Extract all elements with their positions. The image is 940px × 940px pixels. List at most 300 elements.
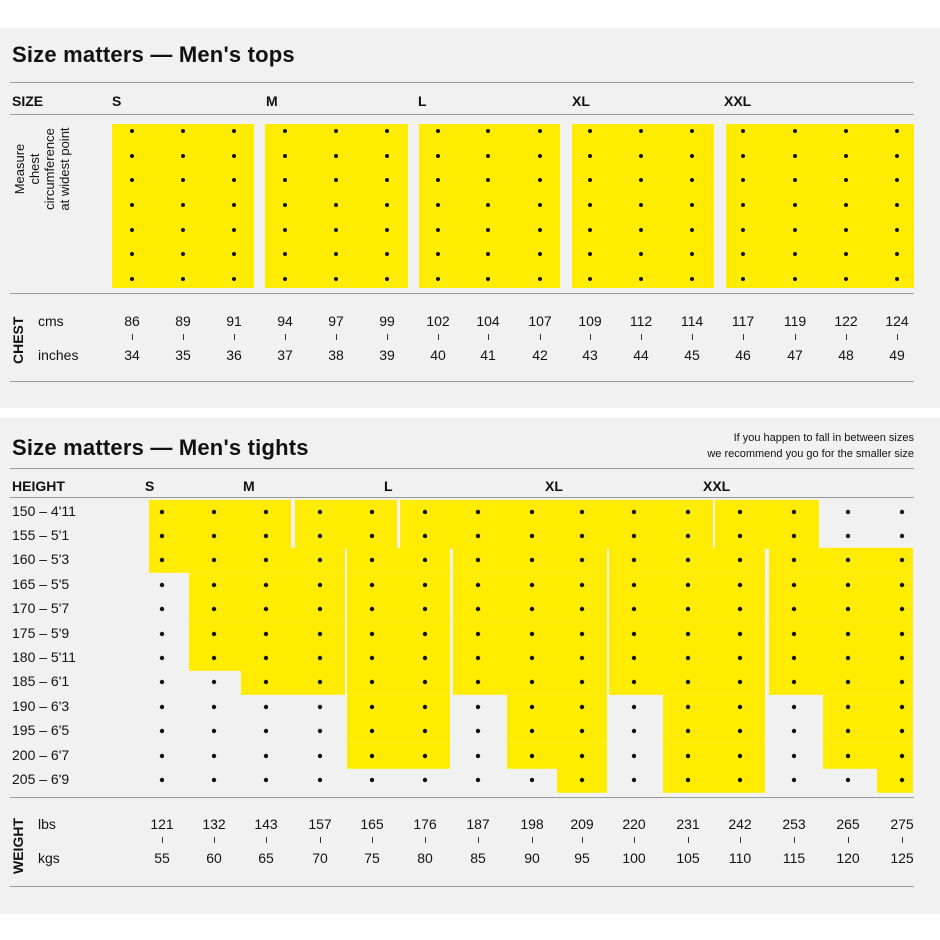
grid-dot (530, 754, 534, 758)
grid-dot (632, 510, 636, 514)
grid-dot (212, 754, 216, 758)
grid-dot (639, 154, 643, 158)
grid-dot (423, 510, 427, 514)
grid-dot (686, 705, 690, 709)
measure-line: chest (27, 153, 42, 185)
grid-dot (632, 729, 636, 733)
height-row-label: 165 – 5'5 (12, 576, 70, 592)
weight-kgs-value: 105 (676, 850, 700, 866)
grid-dot (130, 129, 134, 133)
weight-lbs-value: 220 (622, 816, 646, 832)
grid-dot (846, 583, 850, 587)
tights-region-xxl (769, 646, 913, 671)
grid-dot (538, 277, 542, 281)
value-tick (582, 837, 583, 843)
height-row-label: 195 – 6'5 (12, 722, 70, 738)
grid-dot (690, 277, 694, 281)
chest-inches-value: 44 (633, 347, 649, 363)
grid-dot (793, 178, 797, 182)
grid-dot (318, 729, 322, 733)
chest-cms-value: 112 (629, 313, 653, 329)
grid-dot (588, 252, 592, 256)
grid-dot (844, 252, 848, 256)
grid-dot (423, 534, 427, 538)
grid-dot (632, 534, 636, 538)
grid-dot (181, 178, 185, 182)
grid-dot (632, 607, 636, 611)
height-row-label: 155 – 5'1 (12, 527, 70, 543)
grid-dot (264, 680, 268, 684)
grid-dot (181, 228, 185, 232)
chest-inches-value: 42 (532, 347, 548, 363)
grid-dot (334, 252, 338, 256)
grid-dot (160, 680, 164, 684)
grid-dot (370, 778, 374, 782)
grid-dot (900, 705, 904, 709)
grid-dot (318, 558, 322, 562)
grid-dot (232, 178, 236, 182)
grid-dot (334, 129, 338, 133)
grid-dot (486, 178, 490, 182)
weight-kgs-value: 110 (728, 850, 752, 866)
grid-dot (486, 252, 490, 256)
grid-dot (846, 705, 850, 709)
value-tick (234, 334, 235, 340)
grid-dot (639, 178, 643, 182)
grid-dot (632, 680, 636, 684)
grid-dot (686, 632, 690, 636)
grid-dot (900, 583, 904, 587)
size-label-s: S (112, 93, 122, 109)
grid-dot (530, 680, 534, 684)
measure-line: Measure (12, 143, 27, 195)
grid-dot (738, 656, 742, 660)
grid-dot (212, 729, 216, 733)
grid-dot (900, 754, 904, 758)
weight-kgs-value: 70 (312, 850, 328, 866)
grid-dot (212, 607, 216, 611)
weight-kgs-value: 60 (206, 850, 222, 866)
grid-dot (212, 510, 216, 514)
chest-cms-value: 117 (731, 313, 755, 329)
grid-dot (476, 534, 480, 538)
grid-dot (639, 203, 643, 207)
grid-dot (264, 534, 268, 538)
tights-title: Size matters — Men's tights (12, 435, 309, 460)
grid-dot (792, 680, 796, 684)
grid-dot (792, 558, 796, 562)
size-label-xxl: XXL (703, 478, 731, 494)
weight-lbs-value: 265 (836, 816, 860, 832)
grid-dot (160, 534, 164, 538)
tights-region-m (347, 622, 450, 647)
grid-dot (900, 632, 904, 636)
grid-dot (232, 252, 236, 256)
grid-dot (212, 632, 216, 636)
tights-region-l (507, 744, 607, 769)
grid-dot (846, 607, 850, 611)
tights-region-xxl (823, 719, 913, 744)
grid-dot (580, 558, 584, 562)
chest-label: CHEST (10, 316, 26, 364)
grid-dot (264, 558, 268, 562)
grid-dot (160, 729, 164, 733)
grid-dot (334, 154, 338, 158)
note-line: we recommend you go for the smaller size (707, 448, 914, 460)
grid-dot (436, 277, 440, 281)
tights-region-xxl (715, 500, 819, 525)
value-tick (214, 837, 215, 843)
weight-kgs-value: 115 (782, 850, 806, 866)
grid-dot (530, 558, 534, 562)
value-tick (902, 837, 903, 843)
grid-dot (160, 510, 164, 514)
grid-dot (900, 607, 904, 611)
chest-inches-value: 35 (175, 347, 191, 363)
grid-dot (385, 228, 389, 232)
height-row-label: 170 – 5'7 (12, 600, 70, 616)
grid-dot (580, 729, 584, 733)
tights-region-m (347, 719, 450, 744)
grid-dot (385, 129, 389, 133)
grid-dot (686, 607, 690, 611)
weight-lbs-value: 187 (466, 816, 490, 832)
tights-region-xl (663, 719, 765, 744)
grid-dot (632, 754, 636, 758)
grid-dot (900, 778, 904, 782)
size-header: SIZE (12, 93, 44, 109)
tights-region-s (149, 524, 291, 549)
tights-region-m (347, 744, 450, 769)
grid-dot (738, 607, 742, 611)
grid-dot (538, 228, 542, 232)
grid-dot (639, 228, 643, 232)
grid-dot (370, 729, 374, 733)
grid-dot (318, 754, 322, 758)
chest-cms-value: 104 (476, 313, 500, 329)
grid-dot (318, 656, 322, 660)
grid-dot (476, 607, 480, 611)
grid-dot (741, 178, 745, 182)
grid-dot (738, 754, 742, 758)
weight-kgs-value: 65 (258, 850, 274, 866)
tights-region-xxl (769, 597, 913, 622)
grid-dot (588, 277, 592, 281)
grid-dot (423, 754, 427, 758)
grid-dot (632, 558, 636, 562)
grid-dot (385, 252, 389, 256)
tights-region-s (241, 670, 345, 695)
tights-region-xl (663, 695, 765, 720)
grid-dot (900, 729, 904, 733)
tops-title: Size matters — Men's tops (12, 42, 295, 67)
grid-dot (900, 558, 904, 562)
value-tick (641, 334, 642, 340)
grid-dot (738, 534, 742, 538)
tights-region-m (347, 646, 450, 671)
grid-dot (423, 705, 427, 709)
chest-cms-value: 86 (124, 313, 140, 329)
grid-dot (370, 705, 374, 709)
value-tick (478, 837, 479, 843)
weight-lbs-value: 176 (413, 816, 437, 832)
chest-cms-value: 107 (528, 313, 552, 329)
weight-lbs-value: 209 (570, 816, 594, 832)
value-tick (183, 334, 184, 340)
tights-region-m (347, 670, 450, 695)
grid-dot (476, 680, 480, 684)
tops-panel (0, 28, 940, 408)
grid-dot (846, 754, 850, 758)
weight-lbs-value: 143 (254, 816, 278, 832)
grid-dot (686, 510, 690, 514)
grid-dot (793, 277, 797, 281)
grid-dot (212, 705, 216, 709)
chest-inches-value: 49 (889, 347, 905, 363)
grid-dot (264, 705, 268, 709)
grid-dot (370, 680, 374, 684)
grid-dot (264, 510, 268, 514)
value-tick (425, 837, 426, 843)
grid-dot (632, 778, 636, 782)
value-tick (387, 334, 388, 340)
value-tick (794, 837, 795, 843)
grid-dot (130, 178, 134, 182)
size-label-l: L (384, 478, 393, 494)
grid-dot (264, 754, 268, 758)
grid-dot (436, 203, 440, 207)
grid-dot (318, 680, 322, 684)
grid-dot (538, 203, 542, 207)
grid-dot (792, 729, 796, 733)
grid-dot (738, 510, 742, 514)
grid-dot (530, 583, 534, 587)
size-label-m: M (266, 93, 278, 109)
weight-lbs-value: 121 (150, 816, 174, 832)
grid-dot (318, 583, 322, 587)
grid-dot (423, 632, 427, 636)
grid-dot (895, 228, 899, 232)
grid-dot (476, 558, 480, 562)
tops-size-block-xxl (726, 124, 914, 288)
grid-dot (900, 656, 904, 660)
grid-dot (639, 277, 643, 281)
grid-dot (895, 277, 899, 281)
tights-region-xxl (877, 768, 913, 793)
grid-dot (232, 129, 236, 133)
tights-region-xl (663, 744, 765, 769)
grid-dot (370, 583, 374, 587)
tights-region-xxl (823, 695, 913, 720)
weight-lbs-value: 231 (676, 816, 700, 832)
grid-dot (370, 558, 374, 562)
grid-dot (476, 729, 480, 733)
chest-inches-value: 46 (735, 347, 751, 363)
grid-dot (792, 632, 796, 636)
grid-dot (895, 203, 899, 207)
value-tick (743, 334, 744, 340)
grid-dot (846, 778, 850, 782)
grid-dot (690, 252, 694, 256)
chest-cms-value: 122 (834, 313, 858, 329)
tights-region-l (507, 695, 607, 720)
grid-dot (283, 228, 287, 232)
grid-dot (318, 607, 322, 611)
weight-label: WEIGHT (10, 818, 26, 874)
height-row-label: 205 – 6'9 (12, 771, 70, 787)
grid-dot (423, 729, 427, 733)
divider (10, 381, 914, 382)
tights-region-xxl (823, 744, 913, 769)
weight-lbs-value: 242 (728, 816, 752, 832)
chest-inches-value: 43 (582, 347, 598, 363)
grid-dot (283, 252, 287, 256)
grid-dot (538, 252, 542, 256)
grid-dot (530, 534, 534, 538)
grid-dot (900, 680, 904, 684)
grid-dot (741, 228, 745, 232)
grid-dot (588, 228, 592, 232)
grid-dot (181, 252, 185, 256)
weight-kgs-value: 80 (417, 850, 433, 866)
grid-dot (160, 656, 164, 660)
grid-dot (690, 178, 694, 182)
grid-dot (160, 558, 164, 562)
grid-dot (588, 178, 592, 182)
grid-dot (738, 558, 742, 562)
tights-region-m (347, 695, 450, 720)
grid-dot (686, 656, 690, 660)
grid-dot (580, 656, 584, 660)
grid-dot (632, 583, 636, 587)
grid-dot (741, 277, 745, 281)
chest-inches-value: 48 (838, 347, 854, 363)
tights-region-s (149, 500, 291, 525)
grid-dot (793, 154, 797, 158)
grid-dot (690, 129, 694, 133)
grid-dot (370, 607, 374, 611)
size-label-m: M (243, 478, 255, 494)
grid-dot (900, 510, 904, 514)
grid-dot (738, 729, 742, 733)
size-label-l: L (418, 93, 427, 109)
grid-dot (264, 583, 268, 587)
grid-dot (741, 129, 745, 133)
chest-inches-value: 47 (787, 347, 803, 363)
grid-dot (318, 778, 322, 782)
chest-cms-value: 109 (578, 313, 602, 329)
divider (10, 886, 914, 887)
chest-cms-value: 94 (277, 313, 293, 329)
grid-dot (476, 754, 480, 758)
height-row-label: 150 – 4'11 (12, 503, 76, 519)
grid-dot (690, 203, 694, 207)
grid-dot (160, 778, 164, 782)
weight-kgs-value: 120 (836, 850, 860, 866)
grid-dot (530, 729, 534, 733)
inches-label: inches (38, 347, 79, 363)
weight-kgs-value: 55 (154, 850, 170, 866)
chest-cms-value: 97 (328, 313, 344, 329)
grid-dot (160, 705, 164, 709)
height-row-label: 160 – 5'3 (12, 551, 70, 567)
grid-dot (264, 656, 268, 660)
value-tick (132, 334, 133, 340)
grid-dot (486, 277, 490, 281)
chest-cms-value: 91 (226, 313, 242, 329)
grid-dot (846, 729, 850, 733)
size-label-xl: XL (572, 93, 590, 109)
grid-dot (160, 754, 164, 758)
value-tick (438, 334, 439, 340)
grid-dot (580, 632, 584, 636)
value-tick (688, 837, 689, 843)
tights-region-m (295, 500, 397, 525)
grid-dot (334, 178, 338, 182)
grid-dot (423, 558, 427, 562)
grid-dot (895, 129, 899, 133)
grid-dot (334, 277, 338, 281)
chest-inches-value: 40 (430, 347, 446, 363)
grid-dot (580, 583, 584, 587)
grid-dot (476, 705, 480, 709)
grid-dot (370, 632, 374, 636)
chest-inches-value: 45 (684, 347, 700, 363)
grid-dot (588, 154, 592, 158)
lbs-label: lbs (38, 816, 56, 832)
grid-dot (436, 252, 440, 256)
grid-dot (264, 778, 268, 782)
grid-dot (686, 583, 690, 587)
grid-dot (370, 534, 374, 538)
chest-cms-value: 124 (885, 313, 909, 329)
divider (10, 797, 914, 798)
grid-dot (792, 754, 796, 758)
grid-dot (486, 129, 490, 133)
grid-dot (423, 680, 427, 684)
note-line: If you happen to fall in between sizes (733, 432, 914, 444)
grid-dot (580, 510, 584, 514)
chest-inches-value: 41 (480, 347, 496, 363)
chest-cms-value: 89 (175, 313, 191, 329)
tights-region-s (149, 548, 345, 573)
weight-kgs-value: 75 (364, 850, 380, 866)
grid-dot (588, 129, 592, 133)
grid-dot (632, 705, 636, 709)
grid-dot (844, 277, 848, 281)
grid-dot (130, 203, 134, 207)
grid-dot (538, 129, 542, 133)
weight-lbs-value: 275 (890, 816, 914, 832)
grid-dot (686, 558, 690, 562)
chest-cms-value: 114 (680, 313, 704, 329)
divider (10, 82, 914, 83)
grid-dot (741, 252, 745, 256)
divider (10, 293, 914, 294)
grid-dot (232, 228, 236, 232)
grid-dot (792, 583, 796, 587)
grid-dot (181, 277, 185, 281)
height-row-label: 180 – 5'11 (12, 649, 76, 665)
grid-dot (793, 228, 797, 232)
chest-cms-value: 119 (783, 313, 807, 329)
grid-dot (436, 154, 440, 158)
weight-kgs-value: 90 (524, 850, 540, 866)
grid-dot (792, 607, 796, 611)
grid-dot (476, 632, 480, 636)
grid-dot (283, 154, 287, 158)
grid-dot (846, 680, 850, 684)
